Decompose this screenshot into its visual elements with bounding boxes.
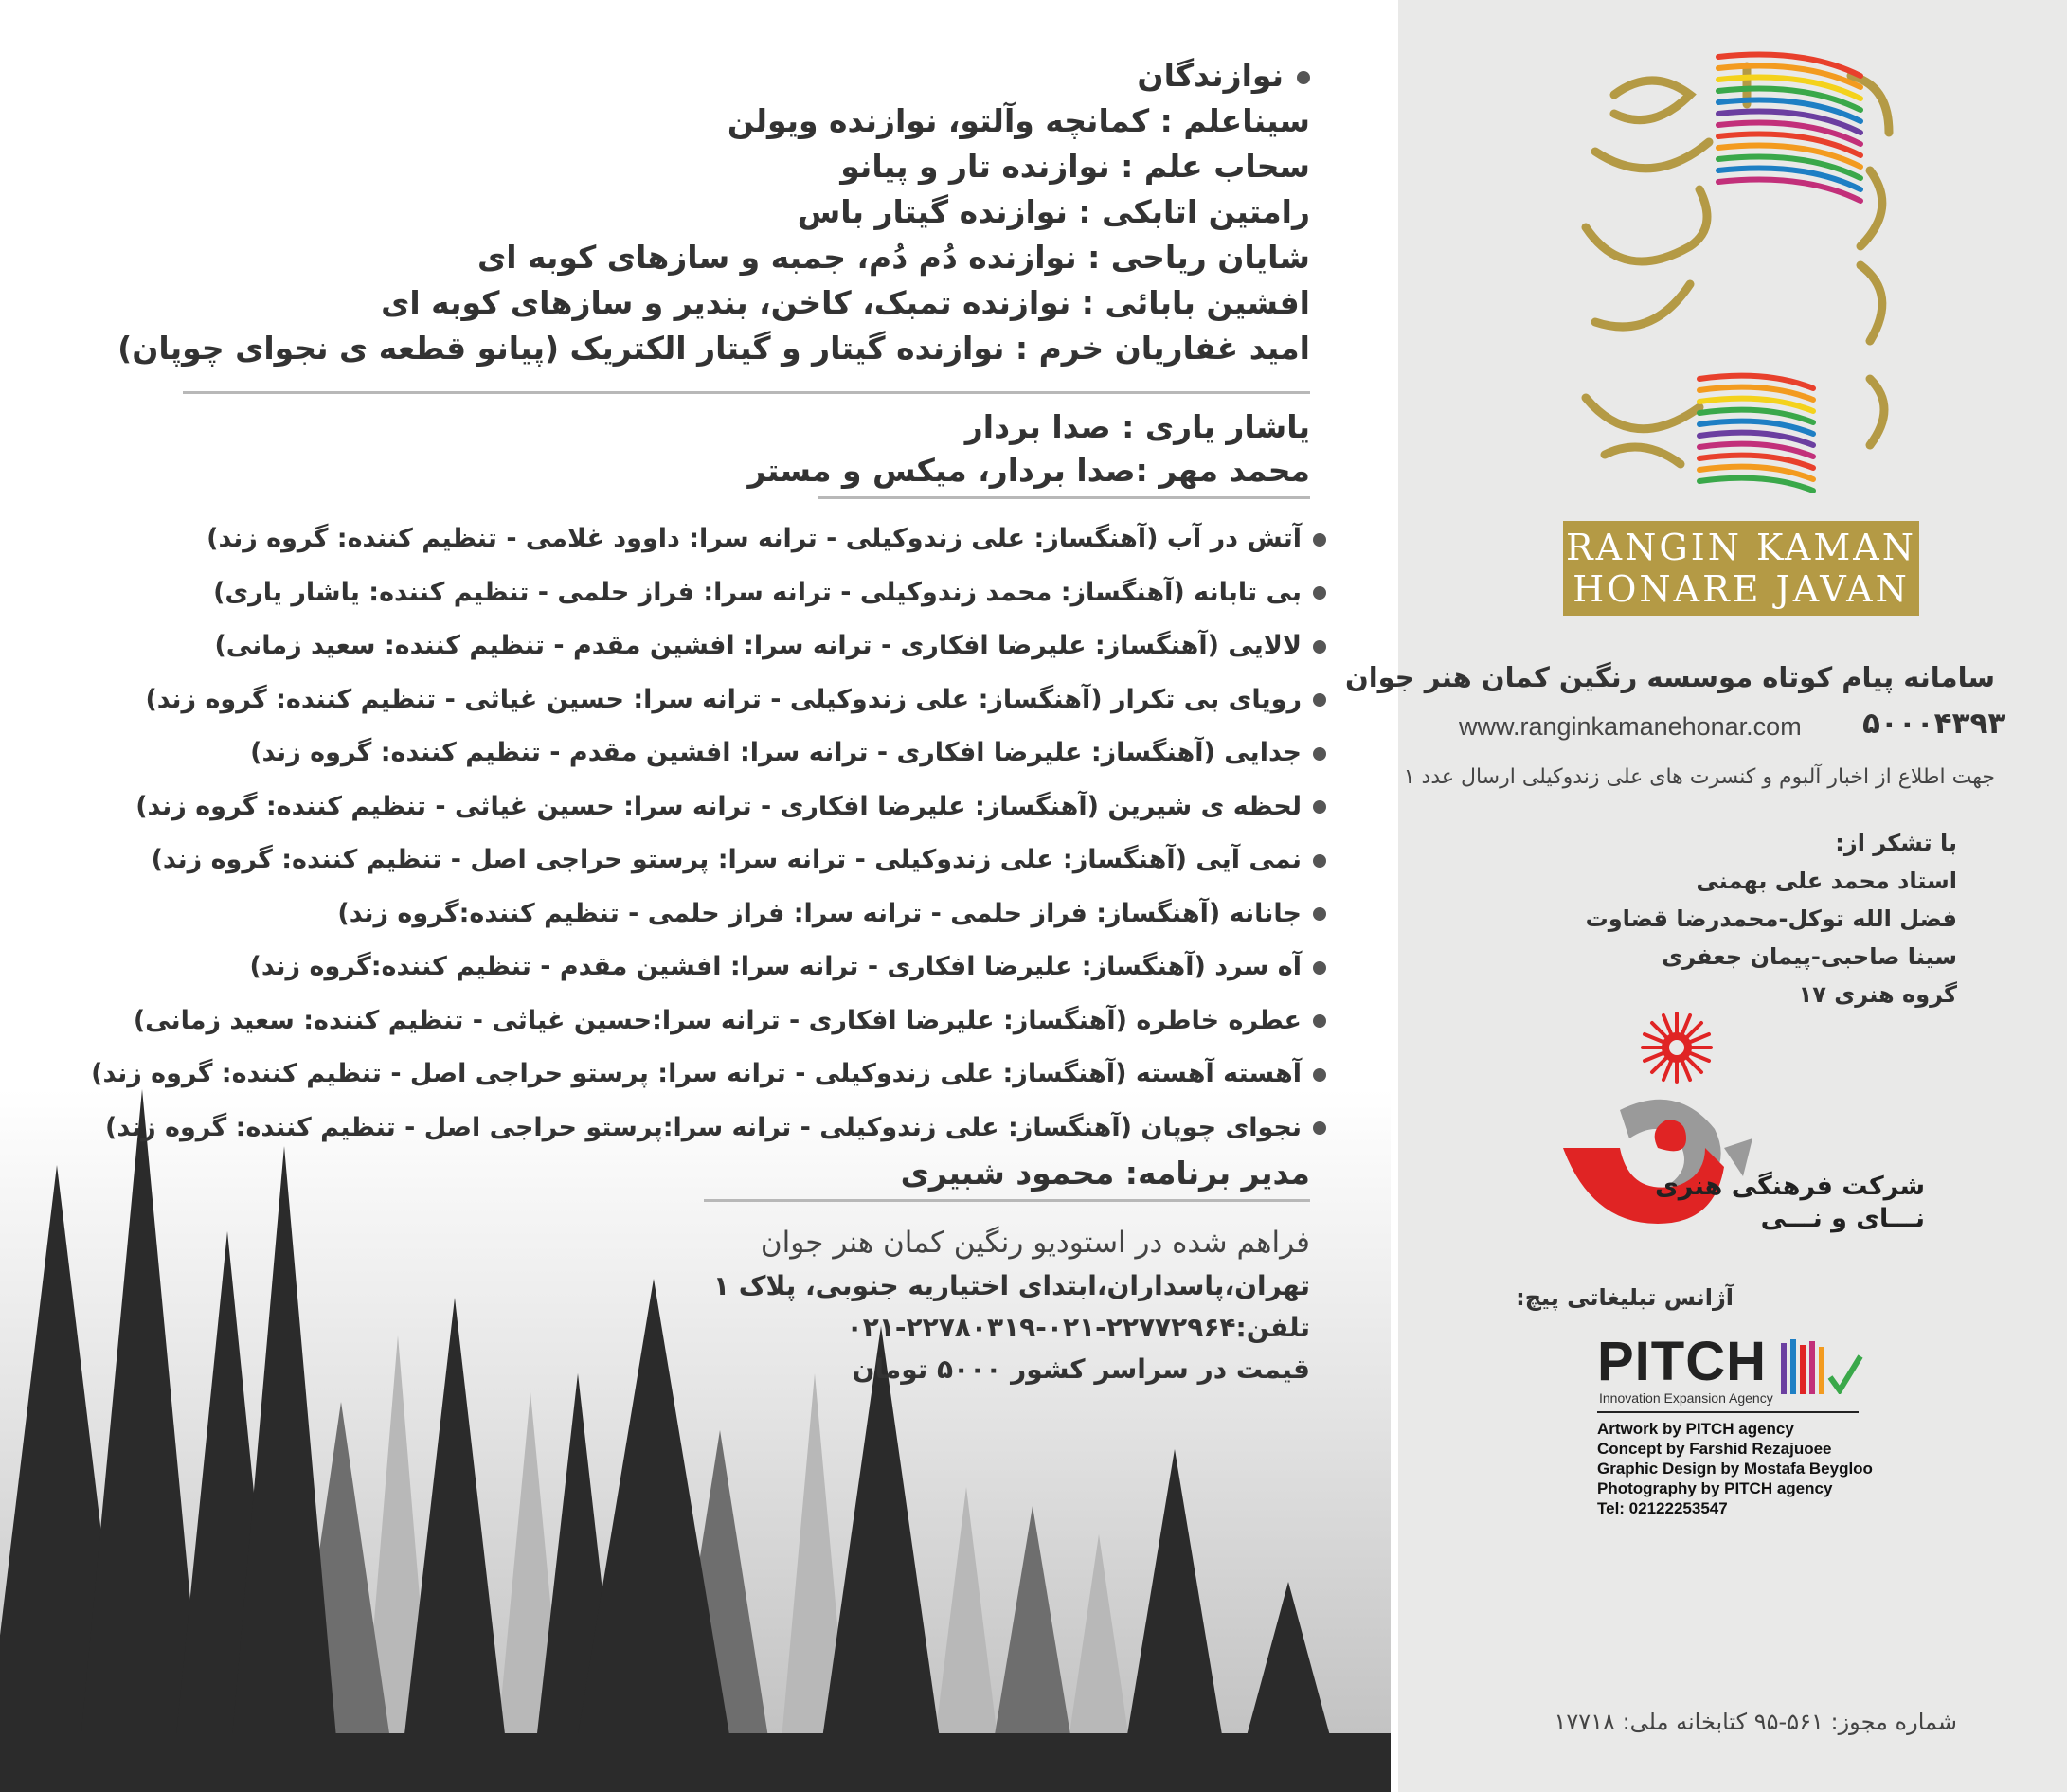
thanks-name: فضل الله توکل-محمدرضا قضاوت xyxy=(1585,905,1957,932)
list-item xyxy=(91,678,1326,732)
panel-divider xyxy=(1391,0,1398,1792)
pitch-tagline: Innovation Expansion Agency xyxy=(1599,1390,1773,1406)
musician-line: رامتین اتابکی : نوازنده گیتار باس xyxy=(797,193,1310,230)
track-title: بی تابانه (آهنگساز: محمد زندوکیلی - ترانه سرا: فراز حلمی - تنظیم کننده: یاشار یاری) xyxy=(213,577,1302,607)
track-title: آهسته آهسته (آهنگساز: علی زندوکیلی - ترانه سرا: پرستو حراجی اصل - تنظیم کننده: گروه زند) xyxy=(91,1059,1302,1088)
credit-line: Concept by Farshid Rezajuoee xyxy=(1597,1440,1832,1458)
track-title: لحظه ی شیرین (آهنگساز: علیرضا افکاری - ترانه سرا: حسین غیاثی - تنظیم کننده: گروه زند) xyxy=(135,791,1302,821)
list-item xyxy=(91,945,1326,999)
agency-label: آژانس تبلیغاتی پیچ: xyxy=(1516,1284,1734,1311)
musician-line: امید غفاریان خرم : نوازنده گیتار و گیتار الکتریک (پیانو قطعه ی نجوای چوپان) xyxy=(117,330,1310,367)
track-title: جدایی (آهنگساز: علیرضا افکاری - ترانه سرا: افشین مقدم - تنظیم کننده: گروه زند) xyxy=(250,738,1302,767)
musician-line: سیناعلم : کمانچه وآلتو، نوازنده ویولن xyxy=(727,102,1310,139)
credit-line: Photography by PITCH agency xyxy=(1597,1479,1833,1497)
thanks-name: استاد محمد علی بهمنی xyxy=(1696,868,1957,894)
phone: تلفن:۲۲۷۷۲۹۶۴-۰۲۱-۲۲۷۸۰۳۱۹-۰۲۱ xyxy=(846,1312,1310,1343)
sms-note: جهت اطلاع از اخبار آلبوم و کنسرت های علی زندوکیلی ارسال عدد ۱ xyxy=(1403,765,1995,789)
bullet-icon xyxy=(1313,533,1326,547)
price: قیمت در سراسر کشور ۵۰۰۰ تومان xyxy=(852,1353,1310,1385)
permit-info: شماره مجوز: ۵۶۱-۹۵ کتابخانه ملی: ۱۷۷۱۸ xyxy=(1554,1709,1957,1735)
divider xyxy=(1597,1411,1859,1413)
track-title: جانانه (آهنگساز: فراز حلمی - ترانه سرا: فراز حلمی - تنظیم کننده:گروه زند) xyxy=(337,898,1302,928)
sound-line: محمد مهر :صدا بردار، میکس و مستر xyxy=(747,452,1310,489)
track-title: آتش در آب (آهنگساز: علی زندوکیلی - ترانه سرا: داوود غلامی - تنظیم کننده: گروه زند) xyxy=(207,524,1302,553)
track-title: لالایی (آهنگساز: علیرضا افکاری - ترانه سرا: افشین مقدم - تنظیم کننده: سعید زمانی) xyxy=(214,631,1302,660)
list-item xyxy=(91,624,1326,678)
list-item xyxy=(91,731,1326,785)
track-list xyxy=(91,517,1326,1159)
thanks-section xyxy=(1586,824,1957,1013)
list-item xyxy=(91,785,1326,839)
list-item xyxy=(91,892,1326,946)
bullet-icon xyxy=(1313,854,1326,868)
list-item xyxy=(91,571,1326,625)
track-title: رویای بی تکرار (آهنگساز: علی زندوکیلی - ترانه سرا: حسین غیاثی - تنظیم کننده: گروه زند) xyxy=(145,684,1302,714)
program-manager: مدیر برنامه: محمود شبیری xyxy=(900,1155,1310,1192)
company-line1: شرکت فرهنگی هنری xyxy=(1655,1172,1925,1201)
pitch-logo-text: PITCH xyxy=(1597,1331,1767,1392)
list-item xyxy=(91,517,1326,571)
sound-credits xyxy=(747,405,1310,493)
divider xyxy=(704,1199,1310,1202)
company-line2: نـــای و نـــی xyxy=(1760,1204,1925,1233)
logo-band xyxy=(1563,521,1919,616)
track-title: نجوای چوپان (آهنگساز: علی زندوکیلی - ترانه سرا:پرستو حراجی اصل - تنظیم کننده: گروه زند) xyxy=(105,1112,1302,1142)
company-name xyxy=(1655,1171,1925,1235)
agency-credits xyxy=(1597,1419,1873,1518)
bullet-icon xyxy=(1313,1014,1326,1028)
bullet-icon xyxy=(1313,693,1326,707)
bullet-icon xyxy=(1313,640,1326,654)
list-item xyxy=(91,1052,1326,1106)
sun-icon xyxy=(1639,1010,1715,1085)
thanks-name: گروه هنری ۱۷ xyxy=(1798,981,1957,1008)
logo-text-line1: RANGIN KAMAN xyxy=(1566,527,1916,568)
address: تهران،پاسداران،ابتدای اختیاریه جنوبی، پلاک ۱ xyxy=(712,1270,1310,1301)
logo-text-line2: HONARE JAVAN xyxy=(1573,568,1910,610)
divider xyxy=(818,496,1310,499)
bullet-icon xyxy=(1313,961,1326,975)
bullet-icon xyxy=(1313,586,1326,600)
track-title: آه سرد (آهنگساز: علیرضا افکاری - ترانه سرا: افشین مقدم - تنظیم کننده:گروه زند) xyxy=(249,952,1302,981)
bullet-icon xyxy=(1297,71,1310,84)
musician-line: افشین بابائی : نوازنده تمبک، کاخن، بندیر و سازهای کوبه ای xyxy=(381,284,1310,321)
bullet-icon xyxy=(1313,747,1326,761)
bullet-icon xyxy=(1313,907,1326,921)
bullet-icon xyxy=(1313,1121,1326,1135)
contact-block xyxy=(713,1265,1310,1390)
pitch-bars-icon xyxy=(1781,1337,1866,1394)
sms-number: ۵۰۰۰۴۳۹۳ xyxy=(1862,707,2006,741)
credit-line: Artwork by PITCH agency xyxy=(1597,1420,1794,1438)
sound-line: یاشار یاری : صدا بردار xyxy=(964,408,1310,445)
bullet-icon xyxy=(1313,1068,1326,1082)
credit-line: Graphic Design by Mostafa Beygloo xyxy=(1597,1460,1873,1478)
sms-title: سامانه پیام کوتاه موسسه رنگین کمان هنر جوان xyxy=(1344,661,1995,693)
musician-line: شایان ریاحی : نوازنده دُم دُم، جمبه و سازهای کوبه ای xyxy=(476,239,1310,276)
musician-line: سحاب علم : نوازنده تار و پیانو xyxy=(840,148,1310,185)
thanks-heading: با تشکر از: xyxy=(1835,830,1957,856)
musicians-section xyxy=(117,53,1310,371)
studio-text: فراهم شده در استودیو رنگین کمان هنر جوان xyxy=(760,1226,1310,1260)
track-title: عطره خاطره (آهنگساز: علیرضا افکاری - ترانه سرا:حسین غیاثی - تنظیم کننده: سعید زمانی) xyxy=(133,1005,1302,1035)
list-item xyxy=(91,999,1326,1053)
track-title: نمی آیی (آهنگساز: علی زندوکیلی - ترانه سرا: پرستو حراجی اصل - تنظیم کننده: گروه زند) xyxy=(151,845,1302,874)
divider xyxy=(183,391,1310,394)
credit-line: Tel: 02122253547 xyxy=(1597,1499,1728,1517)
website-link[interactable]: www.ranginkamanehonar.com xyxy=(1459,712,1802,741)
thanks-name: سینا صاحبی-پیمان جعفری xyxy=(1662,943,1957,970)
musicians-heading: نوازندگان xyxy=(1137,57,1284,94)
list-item xyxy=(91,838,1326,892)
bullet-icon xyxy=(1313,800,1326,814)
